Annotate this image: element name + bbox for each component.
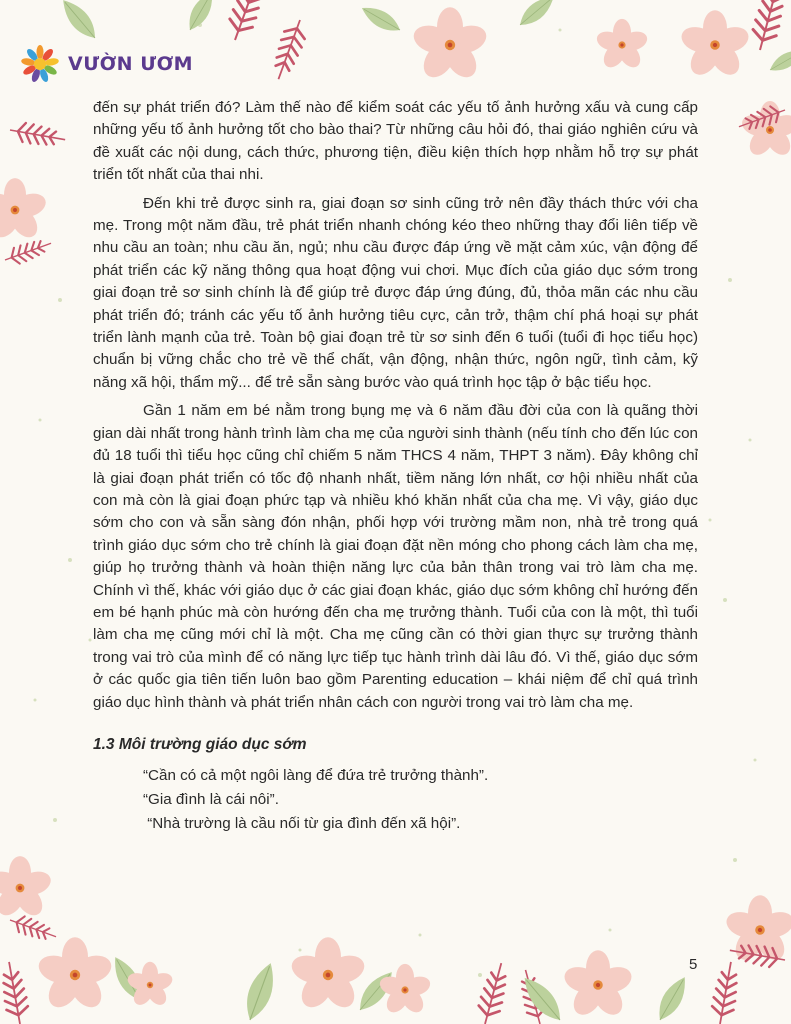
page-number: 5 xyxy=(689,956,698,973)
page-content xyxy=(93,97,698,836)
quote-item: “Gia đình là cái nôi”. xyxy=(143,790,279,808)
section-heading: 1.3 Môi trường giáo dục sớm xyxy=(93,735,307,753)
sun-flower-icon xyxy=(18,44,62,84)
paragraph-3: Gần 1 năm em bé nằm trong bụng mẹ và 6 năm đầu đời của con là quãng thời gian dài nhất trong hành trình làm cha mẹ của người sinh thành (nếu tính cho đến lúc con đủ 18 tuổi thì tiểu học cũng chỉ chiếm 5 năm THCS 4 năm, THPT 3 năm). Đây không chỉ là giai đoạn phát triển có tốc độ nhanh nhất, tiềm năng lớn nhất, cơ hội nhiều nhất của con mà còn là giai đoạn phức tạp và nhiều khó khăn nhất của cha mẹ. Vì vậy, giáo dục sớm cho con và sẵn sàng đón nhận, phối hợp với trường mầm non, nhà trẻ trong quá trình giáo dục sớm cho trẻ chính là giai đoạn đặt nền móng cho phong cách làm cha mẹ, giúp họ trưởng thành và hoàn thiện năng lực của bản thân trong vai trò làm cha mẹ. Chính vì thế, khác với giáo dục ở các giai đoạn khác, giáo dục sớm không chỉ hướng đến em bé hạnh phúc mà còn hướng đến cha mẹ trưởng thành. Tuổi của con là một, thì tuổi làm cha mẹ cũng mới chỉ là một. Cha mẹ cũng cần có thời gian thực sự trưởng thành trong vai trò của mình để có năng lực tiếp tục hành trình dài lâu đó. Vì thế, giáo dục sớm ở các quốc gia tiên tiến luôn bao gồm Parenting education – khái niệm để chỉ quá trình giáo dục hình thành và phát triển nhân cách con người trong vai trò làm cha mẹ. xyxy=(93,402,698,711)
logo-text: VƯỜN ƯƠM xyxy=(68,53,194,75)
paragraph-1: đến sự phát triển đó? Làm thế nào để kiểm soát các yếu tố ảnh hưởng xấu và cung cấp những yếu tố ảnh hưởng tốt cho bào thai? Từ những câu hỏi đó, thai giáo nghiên cứu và đề xuất các nội dung, cách thức, phương tiện, điều kiện thích hợp nhằm hỗ trợ sự phát triển tốt nhất của thai nhi. xyxy=(93,99,698,184)
brand-logo xyxy=(18,44,193,84)
quote-item: “Cần có cả một ngôi làng để đứa trẻ trưởng thành”. xyxy=(143,766,489,784)
quote-list xyxy=(93,764,698,836)
quote-item: “Nhà trường là cầu nối từ gia đình đến xã hội”. xyxy=(143,814,461,832)
paragraph-2: Đến khi trẻ được sinh ra, giai đoạn sơ sinh cũng trở nên đầy thách thức với cha mẹ. Trong một năm đầu, trẻ phát triển nhanh chóng kéo theo những thay đổi liên tiếp về nhu cầu an toàn; nhu cầu ăn, ngủ; nhu cầu được đáp ứng về mặt cảm xúc, vận động để phát triển các kỹ năng thông qua hoạt động vui chơi. Mục đích của giáo dục sớm trong giai đoạn trẻ sơ sinh chính là để giúp trẻ được đáp ứng đúng, đủ, thỏa mãn các nhu cầu phát triển đó; tránh các yếu tố ảnh hưởng tiêu cực, cản trở, thậm chí phá hoại sự phát triển lành mạnh của trẻ. Toàn bộ giai đoạn trẻ từ sơ sinh đến 6 tuổi (tuổi đi học tiểu học) chuẩn bị vững chắc cho trẻ về thể chất, vận động, nhận thức, ngôn ngữ, tình cảm, kỹ năng xã hội, thẩm mỹ... để trẻ sẵn sàng bước vào quá trình học tập ở bậc tiểu học. xyxy=(93,194,698,391)
